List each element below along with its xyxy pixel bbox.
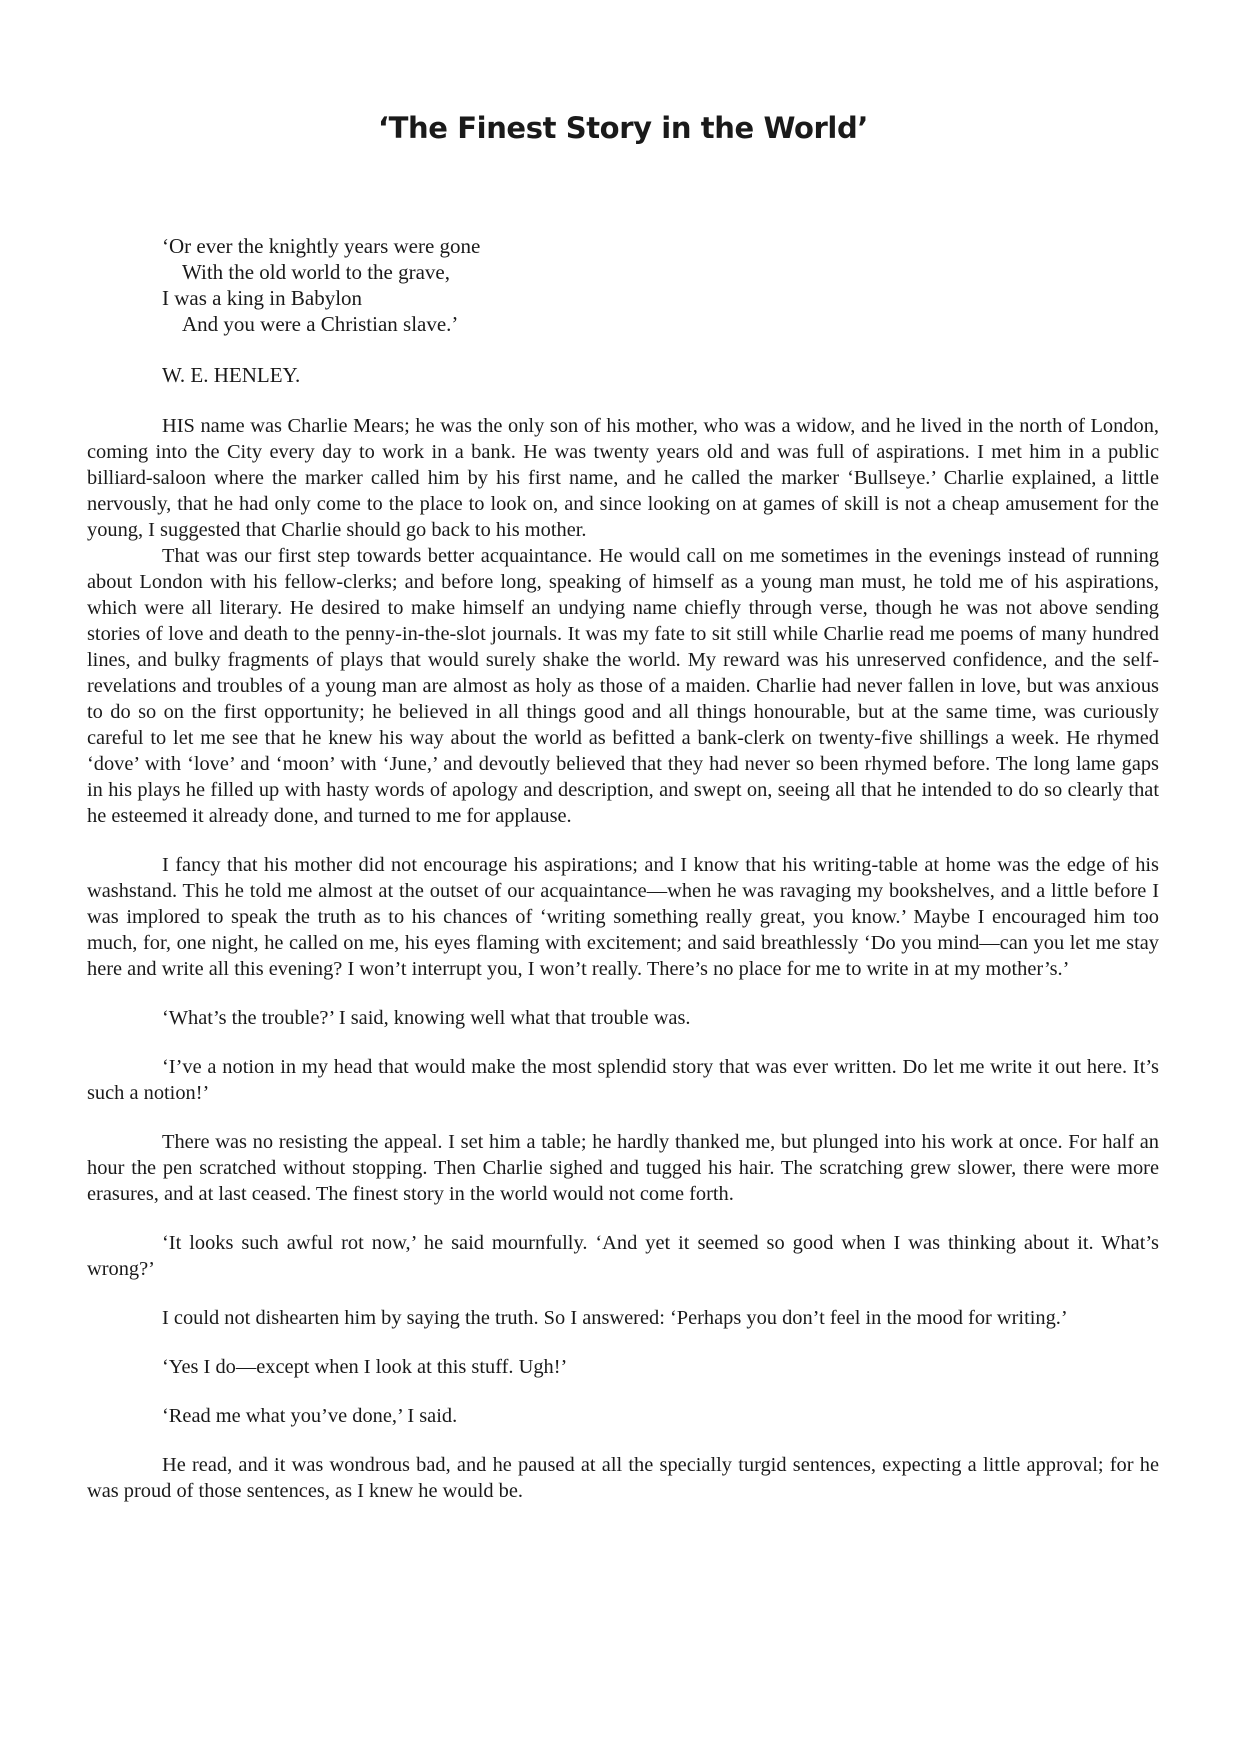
paragraph: There was no resisting the appeal. I set him a table; he hardly thanked me, but plunged into his work at once. For half an hour the pen scratched without stopping. Then Charlie sighed and tugged his hair. The scratching grew slower, there were more erasures, and at last ceased. The finest story in the world would not come forth.: [87, 1131, 1159, 1205]
epigraph-line: I was a king in Babylon: [162, 286, 363, 310]
paragraph: I could not dishearten him by saying the truth. So I answered: ‘Perhaps you don’t feel in the mood for writing.’: [162, 1307, 1068, 1329]
paragraph: ‘I’ve a notion in my head that would make the most splendid story that was ever written. Do let me write it out here. It’s such a notion!’: [87, 1056, 1159, 1104]
epigraph: [162, 233, 480, 337]
epigraph-line: With the old world to the grave,: [182, 260, 451, 284]
paragraph: ‘What’s the trouble?’ I said, knowing well what that trouble was.: [162, 1007, 691, 1029]
story-body: [87, 413, 1159, 1504]
epigraph-line: And you were a Christian slave.’: [182, 312, 459, 336]
paragraph: That was our first step towards better acquaintance. He would call on me sometimes in the evenings instead of running about London with his fellow-clerks; and before long, speaking of himself as a young man must, he told me of his aspirations, which were all literary. He desired to make himself an undying name chiefly through verse, though he was not above sending stories of love and death to the penny-in-the-slot journals. It was my fate to sit still while Charlie read me poems of many hundred lines, and bulky fragments of plays that would surely shake the world. My reward was his unreserved confidence, and the self-revelations and troubles of a young man are almost as holy as those of a maiden. Charlie had never fallen in love, but was anxious to do so on the first opportunity; he believed in all things good and all things honourable, but at the same time, was curiously careful to let me see that he knew his way about the world as befitted a bank-clerk on twenty-five shillings a week. He rhymed ‘dove’ with ‘love’ and ‘moon’ with ‘June,’ and devoutly believed that they had never so been rhymed before. The long lame gaps in his plays he filled up with hasty words of apology and description, and swept on, seeing all that he intended to do so clearly that he esteemed it already done, and turned to me for applause.: [87, 545, 1159, 827]
paragraph: ‘Read me what you’ve done,’ I said.: [162, 1405, 458, 1427]
paragraph: He read, and it was wondrous bad, and he paused at all the specially turgid sentences, expecting a little approval; for he was proud of those sentences, as I knew he would be.: [87, 1454, 1159, 1502]
paragraph: HIS name was Charlie Mears; he was the only son of his mother, who was a widow, and he lived in the north of London, coming into the City every day to work in a bank. He was twenty years old and was full of aspirations. I met him in a public billiard-saloon where the marker called him by his first name, and he called the marker ‘Bullseye.’ Charlie explained, a little nervously, that he had only come to the place to look on, and since looking on at games of skill is not a cheap amusement for the young, I suggested that Charlie should go back to his mother.: [87, 415, 1159, 541]
paragraph: I fancy that his mother did not encourage his aspirations; and I know that his writing-table at home was the edge of his washstand. This he told me almost at the outset of our acquaintance—when he was ravaging my bookshelves, and a little before I was implored to speak the truth as to his chances of ‘writing something really great, you know.’ Maybe I encouraged him too much, for, one night, he called on me, his eyes flaming with excitement; and said breathlessly ‘Do you mind—can you let me stay here and write all this evening? I won’t interrupt you, I won’t really. There’s no place for me to write in at my mother’s.’: [87, 854, 1159, 980]
paragraph: ‘Yes I do—except when I look at this stuff. Ugh!’: [162, 1356, 568, 1378]
paragraph: ‘It looks such awful rot now,’ he said mournfully. ‘And yet it seemed so good when I was thinking about it. What’s wrong?’: [87, 1232, 1159, 1280]
document-title: ‘The Finest Story in the World’: [378, 111, 868, 145]
epigraph-attribution: W. E. HENLEY.: [162, 363, 301, 387]
epigraph-line: ‘Or ever the knightly years were gone: [162, 234, 481, 258]
